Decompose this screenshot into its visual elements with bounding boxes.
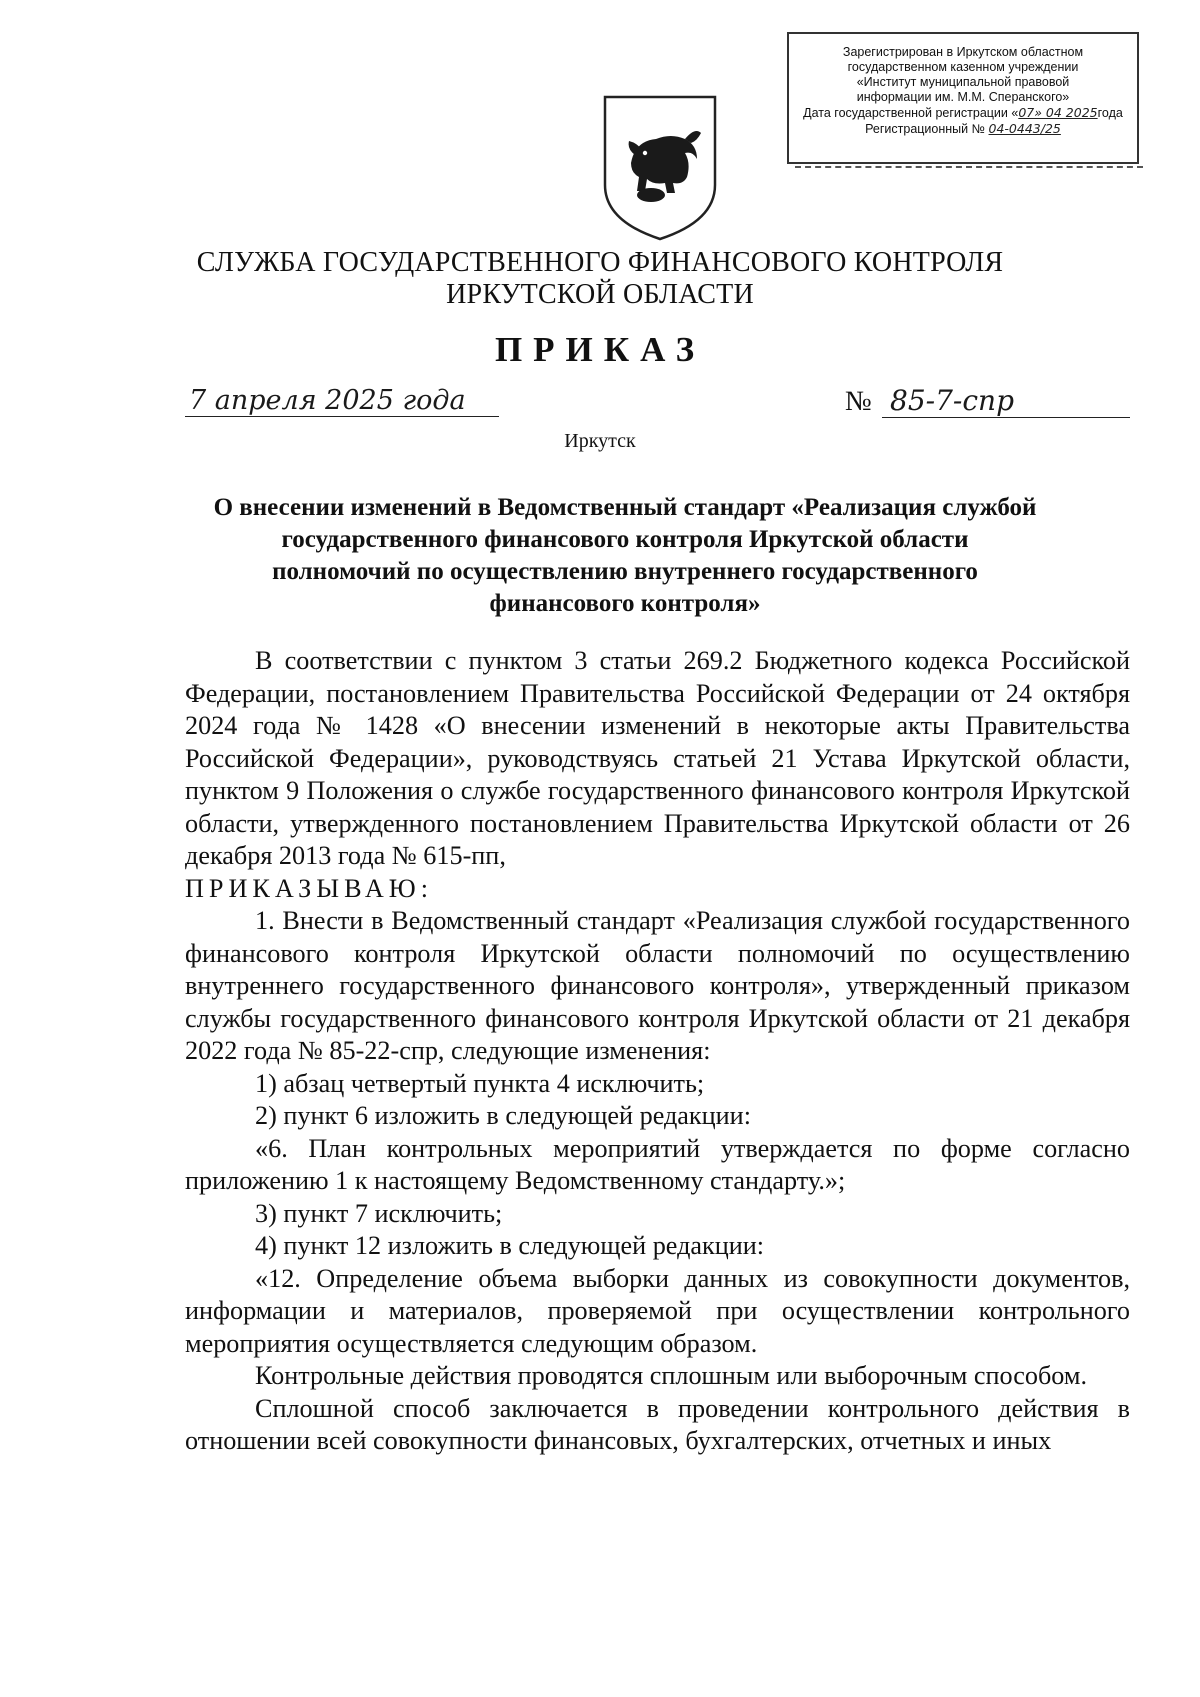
stamp-date-value: 07» 04 2025 xyxy=(1018,105,1098,120)
handwritten-document-number: 85-7-спр xyxy=(882,384,1130,418)
title-line: финансового контроля» xyxy=(489,590,761,617)
preamble-paragraph: В соответствии с пунктом 3 статьи 269.2 Бюджетного кодекса Российской Федерации, постановлением Правительства Российской Федерации от 24 октября 2024 года № 1428 «О внесении изменений в некоторые акты Правительства Российской Федерации», руководствуясь статьей 21 Устава Иркутской области, пунктом 9 Положения о службе государственного финансового контроля Иркутской области, утвержденного постановлением Правительства Иркутской области от 26 декабря 2013 года № 615-пп, xyxy=(185,646,1130,870)
quote-item-12: «12. Определение объема выборки данных из совокупности документов, информации и материалов, проверяемой при осуществлении контрольного мероприятия осуществляется следующим образом. xyxy=(185,1263,1130,1358)
stamp-date-line xyxy=(789,105,1137,121)
item-1-paragraph: 1. Внести в Ведомственный стандарт «Реализация службой государственного финансового контроля Иркутской области полномочий по осуществлению внутреннего государственного финансового контроля», утвержденный приказом службы государственного финансового контроля Иркутской области от 21 декабря 2022 года № 85-22-спр, следующие изменения: xyxy=(185,906,1130,1065)
stamp-border-shadow xyxy=(795,162,1143,168)
order-word: ПРИКАЗЫВАЮ: xyxy=(185,873,433,903)
control-actions-paragraph: Контрольные действия проводятся сплошным или выборочным способом. xyxy=(255,1361,1088,1390)
organization-name-line2: ИРКУТСКОЙ ОБЛАСТИ xyxy=(446,279,754,310)
title-line: полномочий по осуществлению внутреннего государственного xyxy=(272,558,978,585)
stamp-line: Зарегистрирован в Иркутском областном xyxy=(842,45,1084,59)
stamp-reg-label: Регистрационный № xyxy=(865,122,986,136)
title-line: государственного финансового контроля Иркутской области xyxy=(281,526,969,553)
solid-method-paragraph: Сплошной способ заключается в проведении контрольного действия в отношении всей совокупности финансовых, бухгалтерских, отчетных и иных xyxy=(185,1393,1130,1455)
title-line: О внесении изменений в Ведомственный стандарт «Реализация службой xyxy=(213,494,1037,521)
stamp-line: информации им. М.М. Сперанского» xyxy=(856,90,1070,104)
sub-item-1: 1) абзац четвертый пункта 4 исключить; xyxy=(255,1068,705,1098)
document-title xyxy=(160,492,1090,620)
sub-item-2: 2) пункт 6 изложить в следующей редакции: xyxy=(255,1101,751,1130)
city: Иркутск xyxy=(564,430,636,452)
stamp-date-label: Дата государственной регистрации « xyxy=(803,106,1019,120)
organization-name xyxy=(150,247,1050,311)
quote-item-6: «6. План контрольных мероприятий утверждается по форме согласно приложению 1 к настоящему Ведомственному стандарту.»; xyxy=(185,1133,1130,1195)
stamp-line: «Институт муниципальной правовой xyxy=(856,75,1070,89)
organization-name-line1: СЛУЖБА ГОСУДАРСТВЕННОГО ФИНАНСОВОГО КОНТРОЛЯ xyxy=(196,247,1004,278)
stamp-reg-line xyxy=(789,121,1137,137)
sub-item-4: 4) пункт 12 изложить в следующей редакции: xyxy=(255,1231,765,1260)
stamp-reg-value: 04-0443/25 xyxy=(988,121,1061,136)
document-number-label: № xyxy=(845,386,872,417)
document-body xyxy=(185,645,1130,1458)
registration-stamp xyxy=(787,32,1139,164)
stamp-line: государственном казенном учреждении xyxy=(847,60,1079,74)
sub-item-3: 3) пункт 7 исключить; xyxy=(255,1198,503,1228)
irkutsk-coat-of-arms-icon xyxy=(601,93,719,243)
stamp-date-suffix: года xyxy=(1097,106,1123,120)
document-type: ПРИКАЗ xyxy=(494,330,706,369)
handwritten-date: 7 апреля 2025 года xyxy=(185,385,499,417)
